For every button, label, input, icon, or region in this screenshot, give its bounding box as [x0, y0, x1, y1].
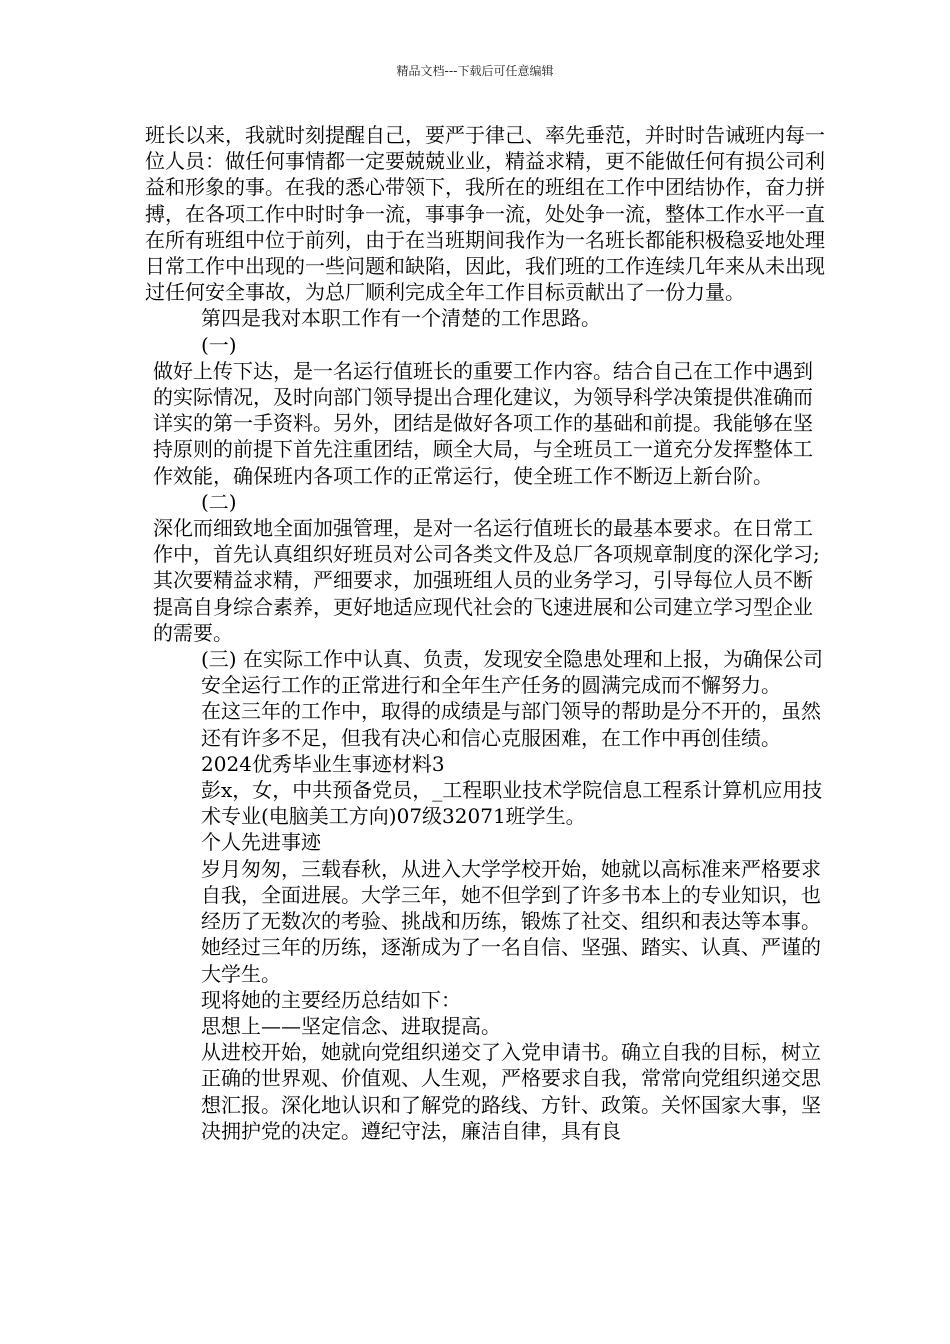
paragraph: 做好上传下达，是一名运行值班长的重要工作内容。结合自己在工作中遇到的实际情况，及时向部门领导提出合理化建议，为领导科学决策提供准确而详实的第一手资料。另外，团结是做好各项工作的基础和前提。我能够在坚持原则的前提下首先注重团结，顾全大局，与全班员工一道充分发挥整体工作效能，确保班内各项工作的正常运行，使全班工作不断迈上新台阶。 — [153, 358, 813, 488]
paragraph: 深化而细致地全面加强管理，是对一名运行值班长的最基本要求。在日常工作中，首先认真组织好班员对公司各类文件及总厂各项规章制度的深化学习;其次要精益求精，严细要求，加强班组人员的业务学习，引导每位人员不断提高自身综合素养，更好地适应现代社会的飞速进展和公司建立学习型企业的需要。 — [153, 516, 820, 645]
paragraph: 彭x，女，中共预备党员，_工程职业技术学院信息工程系计算机应用技术专业(电脑美工方向)07级32071班学生。 — [201, 778, 823, 829]
paragraph: (三) 在实际工作中认真、负责，发现安全隐患处理和上报，为确保公司安全运行工作的正常进行和全年生产任务的圆满完成而不懈努力。 — [201, 647, 823, 698]
paragraph: 现将她的主要经历总结如下： — [201, 987, 461, 1012]
section-marker: (一) — [201, 332, 237, 357]
paragraph: 第四是我对本职工作有一个清楚的工作思路。 — [201, 306, 601, 331]
paragraph: 在这三年的工作中，取得的成绩是与部门领导的帮助是分不开的，虽然还有许多不足，但我有决心和信心克服困难，在工作中再创佳绩。 — [201, 699, 821, 750]
section-heading: 个人先进事迹 — [201, 830, 321, 855]
page-header: 精品文档---下载后可任意编辑 — [396, 64, 554, 78]
paragraph: 班长以来，我就时刻提醒自己，要严于律己、率先垂范，并时时告诫班内每一位人员：做任何事情都一定要兢兢业业，精益求精，更不能做任何有损公司利益和形象的事。在我的悉心带领下，我所在的班组在工作中团结协作，奋力拼搏，在各项工作中时时争一流，事事争一流，处处争一流，整体工作水平一直在所有班组中位于前列，由于在当班期间我作为一名班长都能积极稳妥地处理日常工作中出现的一些问题和缺陷，因此，我们班的工作连续几年来从未出现过任何安全事故，为总厂顺利完成全年工作目标贡献出了一份力量。 — [145, 123, 825, 305]
section-marker: (二) — [201, 489, 237, 514]
section-heading: 2024优秀毕业生事迹材料3 — [201, 751, 445, 776]
document-body — [145, 122, 825, 1144]
section-heading: 思想上——坚定信念、进取提高。 — [201, 1013, 501, 1038]
paragraph: 岁月匆匆，三载春秋，从进入大学学校开始，她就以高标准来严格要求自我，全面进展。大学三年，她不但学到了许多书本上的专业知识，也经历了无数次的考验、挑战和历练，锻炼了社交、组织和表达等本事。她经过三年的历练，逐渐成为了一名自信、坚强、踏实、认真、严谨的大学生。 — [201, 856, 821, 986]
paragraph: 从进校开始，她就向党组织递交了入党申请书。确立自我的目标，树立正确的世界观、价值观、人生观，严格要求自我，常常向党组织递交思想汇报。深化地认识和了解党的路线、方针、政策。关怀国家大事，坚决拥护党的决定。遵纪守法，廉洁自律，具有良 — [201, 1040, 821, 1143]
